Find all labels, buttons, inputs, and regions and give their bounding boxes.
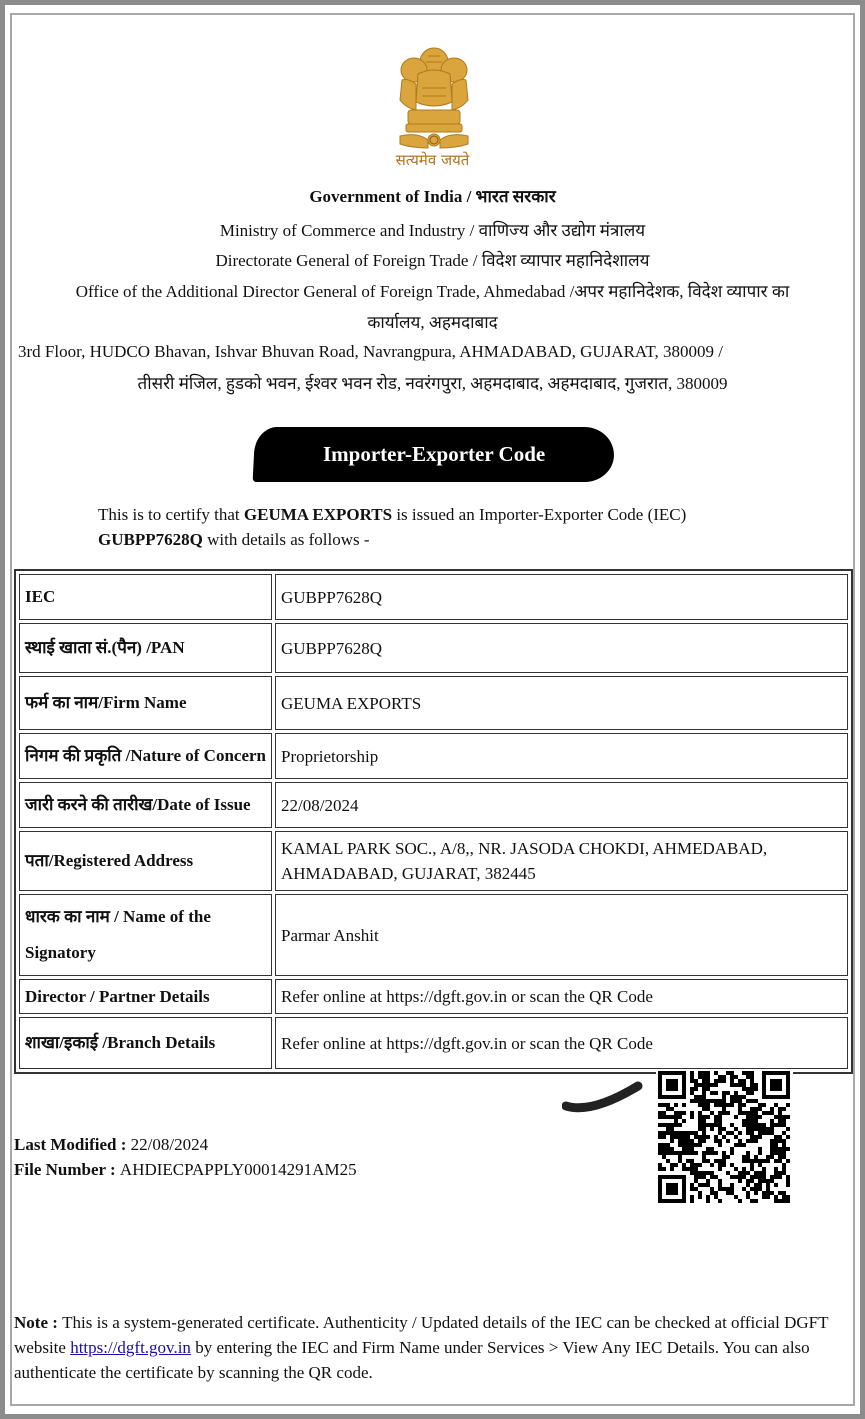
last-modified: [14, 1135, 208, 1155]
table-row: [19, 831, 848, 891]
details-table: [14, 569, 853, 1074]
row-value: Refer online at https://dgft.gov.in or scan the QR Code: [275, 979, 848, 1014]
table-row: [19, 1017, 848, 1069]
note-label: Note :: [14, 1313, 63, 1332]
row-value: Proprietorship: [275, 733, 848, 779]
table-row: [19, 623, 848, 673]
row-value: GUBPP7628Q: [275, 623, 848, 673]
table-row: [19, 782, 848, 828]
cert-middle: is issued an Importer-Exporter Code (IEC): [392, 505, 687, 524]
table-row: [19, 979, 848, 1014]
table-row: [19, 574, 848, 620]
row-label: पता/Registered Address: [19, 831, 272, 891]
pen-scribble: [562, 1074, 648, 1114]
note-text-1: This is a system-generated certificate. Authenticity / Updated details of the IEC can be checked at official DGFT website: [14, 1313, 829, 1357]
table-row: [19, 894, 848, 976]
cert-firm-name: GEUMA EXPORTS: [243, 505, 393, 524]
row-label: स्थाई खाता सं.(पैन) /PAN: [19, 623, 272, 673]
row-label: फर्म का नाम/Firm Name: [19, 676, 272, 730]
row-label: शाखा/इकाई /Branch Details: [19, 1017, 272, 1069]
row-label: धारक का नाम / Name of the Signatory: [19, 894, 272, 976]
office-line-2: कार्यालय, अहमदाबाद: [367, 313, 498, 332]
last-modified-label: Last Modified :: [14, 1135, 131, 1154]
document-title: Importer-Exporter Code: [322, 442, 546, 466]
address-line-2: तीसरी मंजिल, हुडको भवन, ईश्वर भवन रोड, नवरंगपुरा, अहमदाबाद, अहमदाबाद, गुजरात, 380009: [137, 374, 728, 393]
note-text-2: by entering the IEC and Firm Name under Services > View Any IEC Details. You can also authenticate the certificate by scanning the QR code.: [14, 1338, 810, 1382]
cert-prefix: This is to certify that: [98, 505, 244, 524]
row-value: 22/08/2024: [275, 782, 848, 828]
certificate-statement: [98, 502, 798, 552]
row-label: जारी करने की तारीख/Date of Issue: [19, 782, 272, 828]
note: [14, 1310, 844, 1385]
qr-code-icon[interactable]: [656, 1070, 793, 1204]
row-label: Director / Partner Details: [19, 979, 272, 1014]
cert-iec: GUBPP7628Q: [98, 530, 203, 549]
directorate-line: Directorate General of Foreign Trade / विदेश व्यापार महानिदेशालय: [215, 251, 650, 270]
last-modified-value: 22/08/2024: [130, 1135, 209, 1154]
row-value: GEUMA EXPORTS: [275, 676, 848, 730]
file-number: [14, 1160, 357, 1180]
table-row: [19, 676, 848, 730]
file-number-value: AHDIECPAPPLY00014291AM25: [119, 1160, 357, 1179]
row-value: KAMAL PARK SOC., A/8,, NR. JASODA CHOKDI, AHMEDABAD, AHMADABAD, GUJARAT, 382445: [275, 831, 848, 891]
address-line-1: 3rd Floor, HUDCO Bhavan, Ishvar Bhuvan Road, Navrangpura, AHMADABAD, GUJARAT, 380009 /: [18, 342, 723, 361]
government-title: Government of India / भारत सरकार: [309, 187, 556, 206]
emblem-motto: सत्यमेव जयते: [395, 151, 470, 169]
row-label: IEC: [19, 574, 272, 620]
row-value: Refer online at https://dgft.gov.in or scan the QR Code: [275, 1017, 848, 1069]
ministry-line: Ministry of Commerce and Industry / वाणिज्य और उद्योग मंत्रालय: [219, 221, 646, 240]
row-value: GUBPP7628Q: [275, 574, 848, 620]
office-line-1: Office of the Additional Director General of Foreign Trade, Ahmedabad /अपर महानिदेशक, विदेश व्यापार का: [75, 282, 790, 301]
cert-suffix: with details as follows -: [202, 530, 370, 549]
document-title-banner: [253, 427, 616, 482]
dgft-link[interactable]: https://dgft.gov.in: [70, 1338, 191, 1357]
file-number-label: File Number :: [14, 1160, 120, 1179]
row-label: निगम की प्रकृति /Nature of Concern: [19, 733, 272, 779]
row-value: Parmar Anshit: [275, 894, 848, 976]
table-row: [19, 733, 848, 779]
